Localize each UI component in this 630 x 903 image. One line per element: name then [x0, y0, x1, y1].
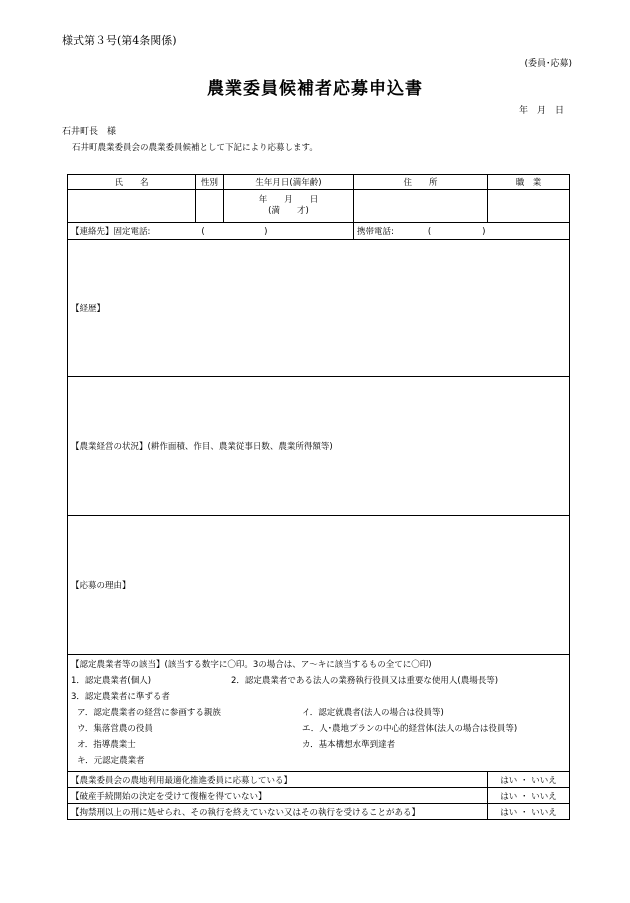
certified-option-3[interactable]: 3．認定農業者に準ずる者 [71, 692, 170, 702]
addressee: 石井町長 様 [62, 127, 117, 137]
page-title: 農業委員候補者応募申込書 [207, 79, 423, 99]
date-line: 年 月 日 [518, 106, 564, 116]
reason-row [68, 516, 570, 655]
farming-field[interactable] [68, 377, 570, 516]
question-row [68, 772, 570, 788]
question-1-text: 【農業委員会の農地利用最適化推進委員に応募している】 [68, 772, 488, 788]
certified-option-o[interactable]: オ．指導農業士 [77, 740, 136, 750]
career-label: 【経歴】 [71, 304, 106, 314]
address-field[interactable] [354, 190, 488, 223]
certified-row [68, 655, 570, 772]
dob-field[interactable] [224, 190, 354, 223]
certified-section [68, 655, 570, 772]
applicant-row [68, 190, 570, 223]
career-field[interactable] [68, 240, 570, 377]
certified-heading: 【認定農業者等の該当】(該当する数字に〇印。3の場合は、ア～キに該当するもの全てに〇印) [71, 660, 432, 670]
application-table [67, 174, 570, 820]
certified-option-a[interactable]: ア．認定農業者の経営に参画する親族 [77, 708, 221, 718]
question-row [68, 788, 570, 804]
occupation-field[interactable] [488, 190, 570, 223]
name-field[interactable] [68, 190, 196, 223]
certified-option-ka[interactable]: カ．基本構想水準到達者 [302, 740, 396, 750]
question-1-answer[interactable]: はい ・ いいえ [488, 772, 570, 788]
reason-field[interactable] [68, 516, 570, 655]
certified-option-2[interactable]: 2．認定農業者である法人の業務執行役員又は重要な使用人(農場長等) [231, 676, 499, 686]
address-header: 住 所 [354, 175, 488, 190]
dob-header: 生年月日(満年齢) [224, 175, 354, 190]
intro-text: 石井町農業委員会の農業委員候補として下記により応募します。 [72, 143, 318, 153]
certified-option-ki[interactable]: キ．元認定農業者 [77, 756, 145, 766]
form-category: (委員･応募) [524, 59, 572, 69]
landline-field[interactable]: 【連絡先】固定電話: ( ) [68, 223, 354, 240]
reason-label: 【応募の理由】 [71, 581, 131, 591]
question-row [68, 804, 570, 820]
mobile-field[interactable]: 携帯電話: ( ) [354, 223, 570, 240]
certified-option-e[interactable]: エ．人･農地プランの中心的経営体(法人の場合は役員等) [302, 724, 518, 734]
name-header: 氏 名 [68, 175, 196, 190]
question-3-answer[interactable]: はい ・ いいえ [488, 804, 570, 820]
dob-date-text: 年 月 日 [258, 195, 319, 205]
contact-row [68, 223, 570, 240]
form-number: 様式第３号(第4条関係) [62, 34, 177, 47]
question-2-answer[interactable]: はい ・ いいえ [488, 788, 570, 804]
question-2-text: 【破産手続開始の決定を受けて復権を得ていない】 [68, 788, 488, 804]
sex-field[interactable] [196, 190, 224, 223]
question-3-text: 【拘禁刑以上の刑に処せられ、その執行を終えていない又はその執行を受けることがある】 [68, 804, 488, 820]
certified-option-i[interactable]: イ．認定就農者(法人の場合は役員等) [302, 708, 444, 718]
farming-label: 【農業経営の状況】(耕作面積、作目、農業従事日数、農業所得額等) [71, 442, 333, 452]
dob-age-text: (満 才) [268, 206, 309, 216]
career-row [68, 240, 570, 377]
sex-header: 性別 [196, 175, 224, 190]
certified-option-1[interactable]: 1．認定農業者(個人) [71, 676, 152, 686]
occupation-header: 職 業 [488, 175, 570, 190]
farming-row [68, 377, 570, 516]
certified-option-u[interactable]: ウ．集落営農の役員 [77, 724, 153, 734]
header-row [68, 175, 570, 190]
